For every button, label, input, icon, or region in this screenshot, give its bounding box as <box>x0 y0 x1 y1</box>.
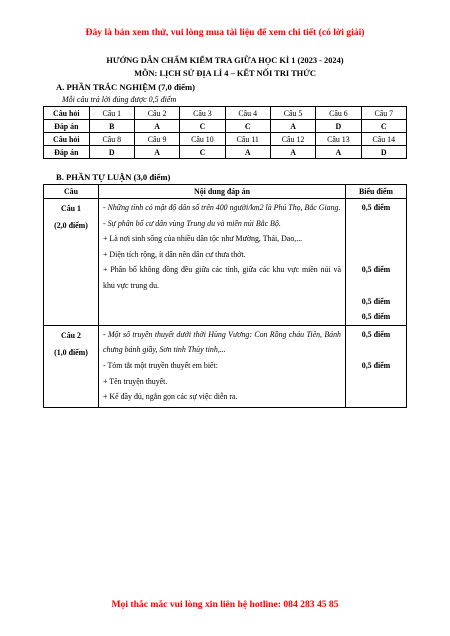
score-value: 0,5 điểm <box>361 312 391 322</box>
question-cell: Câu 12 <box>270 133 315 146</box>
question-cell: Câu 10 <box>180 133 225 146</box>
row-label-answer: Đáp án <box>44 146 90 159</box>
answer-row-1 <box>44 120 407 133</box>
answer-cell: A <box>270 146 315 159</box>
answer-cell: A <box>316 146 361 159</box>
question-label-cell <box>44 325 99 407</box>
question-number: Câu 1 <box>61 204 81 213</box>
question-cell: Câu 2 <box>134 107 179 120</box>
row-label-question: Câu hỏi <box>44 107 90 120</box>
answer-line: + Phân bố không đồng đều giữa các tỉnh, giữa các khu vực miền núi và khu vực trung du. <box>103 265 341 290</box>
section-a-note: Mỗi câu trả lời đúng được 0,5 điểm <box>62 95 177 104</box>
essay-header-row <box>44 185 407 199</box>
row-label-answer: Đáp án <box>44 120 90 133</box>
question-row-1 <box>44 107 407 120</box>
question-cell: Câu 14 <box>361 133 406 146</box>
answer-cell: C <box>361 120 406 133</box>
header-score: Biểu điểm <box>346 185 407 199</box>
essay-row-q1 <box>44 199 407 326</box>
answer-line: + Diện tích rộng, ít dân nên dân cư thưa thớt. <box>103 249 246 259</box>
header-question: Câu <box>44 185 99 199</box>
answer-content-cell <box>99 325 346 407</box>
answer-cell: A <box>134 120 179 133</box>
question-cell: Câu 9 <box>134 133 179 146</box>
score-value: 0,5 điểm <box>361 360 391 370</box>
answer-row-2 <box>44 146 407 159</box>
hotline-contact-banner: Mọi thắc mắc vui lòng xin liên hệ hotline: 084 283 45 85 <box>111 599 339 610</box>
answer-cell: A <box>134 146 179 159</box>
question-cell: Câu 11 <box>225 133 270 146</box>
preview-notice-banner: Đây là bản xem thử, vui lòng mua tài liệu để xem chi tiết (có lời giải) <box>85 27 365 38</box>
score-value: 0,5 điểm <box>361 265 391 275</box>
question-cell: Câu 4 <box>225 107 270 120</box>
answer-cell: C <box>180 146 225 159</box>
header-content: Nội dung đáp án <box>99 185 346 199</box>
question-cell: Câu 3 <box>180 107 225 120</box>
multiple-choice-answer-table <box>43 106 407 159</box>
score-value: 0,5 điểm <box>361 296 391 306</box>
section-a-heading: A. PHẦN TRẮC NGHIỆM (7,0 điểm) <box>56 82 196 92</box>
answer-cell: B <box>89 120 134 133</box>
question-cell: Câu 5 <box>270 107 315 120</box>
question-points: (1,0 điểm) <box>54 347 88 357</box>
row-label-question: Câu hỏi <box>44 133 90 146</box>
question-cell: Câu 8 <box>89 133 134 146</box>
score-value: 0,5 điểm <box>361 203 391 212</box>
answer-cell: D <box>361 146 406 159</box>
subject-title: MÔN: LỊCH SỬ ĐỊA LÍ 4 – KẾT NỐI TRI THỨC <box>134 69 316 78</box>
score-cell <box>346 199 407 326</box>
answer-cell: A <box>270 120 315 133</box>
answer-line: + Tên truyện thuyết. <box>103 376 168 386</box>
answer-cell: C <box>180 120 225 133</box>
answer-line: - Sự phân bố cư dân vùng Trung du và miền núi Bắc Bộ. <box>103 218 281 228</box>
essay-row-q2 <box>44 325 407 407</box>
question-number: Câu 2 <box>61 330 81 340</box>
answer-line: + Là nơi sinh sống của nhiều dân tộc như Mường, Thái, Dao,... <box>103 234 303 244</box>
question-points: (2,0 điểm) <box>54 221 88 230</box>
answer-line: - Tóm tắt một truyền thuyết em biết: <box>103 360 218 370</box>
answer-line: - Những tỉnh có mật độ dân số trên 400 người/km2 là Phú Thọ, Bắc Giang. <box>103 203 341 212</box>
question-cell: Câu 6 <box>316 107 361 120</box>
answer-content-cell <box>99 199 346 326</box>
question-cell: Câu 13 <box>316 133 361 146</box>
document-title: HƯỚNG DẪN CHẤM KIỂM TRA GIỮA HỌC KÌ 1 (2023 - 2024) <box>106 56 344 65</box>
answer-cell: A <box>225 146 270 159</box>
answer-line: - Một số truyền thuyết dưới thời Hùng Vương: Con Rồng cháu Tiên, Bánh chưng bánh giầy, Sơn tinh Thủy tinh,... <box>103 329 341 355</box>
essay-answer-table <box>43 184 407 408</box>
score-cell <box>346 325 407 407</box>
question-cell: Câu 7 <box>361 107 406 120</box>
answer-line: + Kể đầy đủ, ngắn gọn các sự việc diễn ra. <box>103 392 238 402</box>
answer-cell: C <box>225 120 270 133</box>
answer-cell: D <box>316 120 361 133</box>
section-b-heading: B. PHẦN TỰ LUẬN (3,0 điểm) <box>56 172 171 182</box>
score-value: 0,5 điểm <box>361 329 391 339</box>
answer-cell: D <box>89 146 134 159</box>
question-cell: Câu 1 <box>89 107 134 120</box>
question-row-2 <box>44 133 407 146</box>
question-label-cell <box>44 199 99 326</box>
